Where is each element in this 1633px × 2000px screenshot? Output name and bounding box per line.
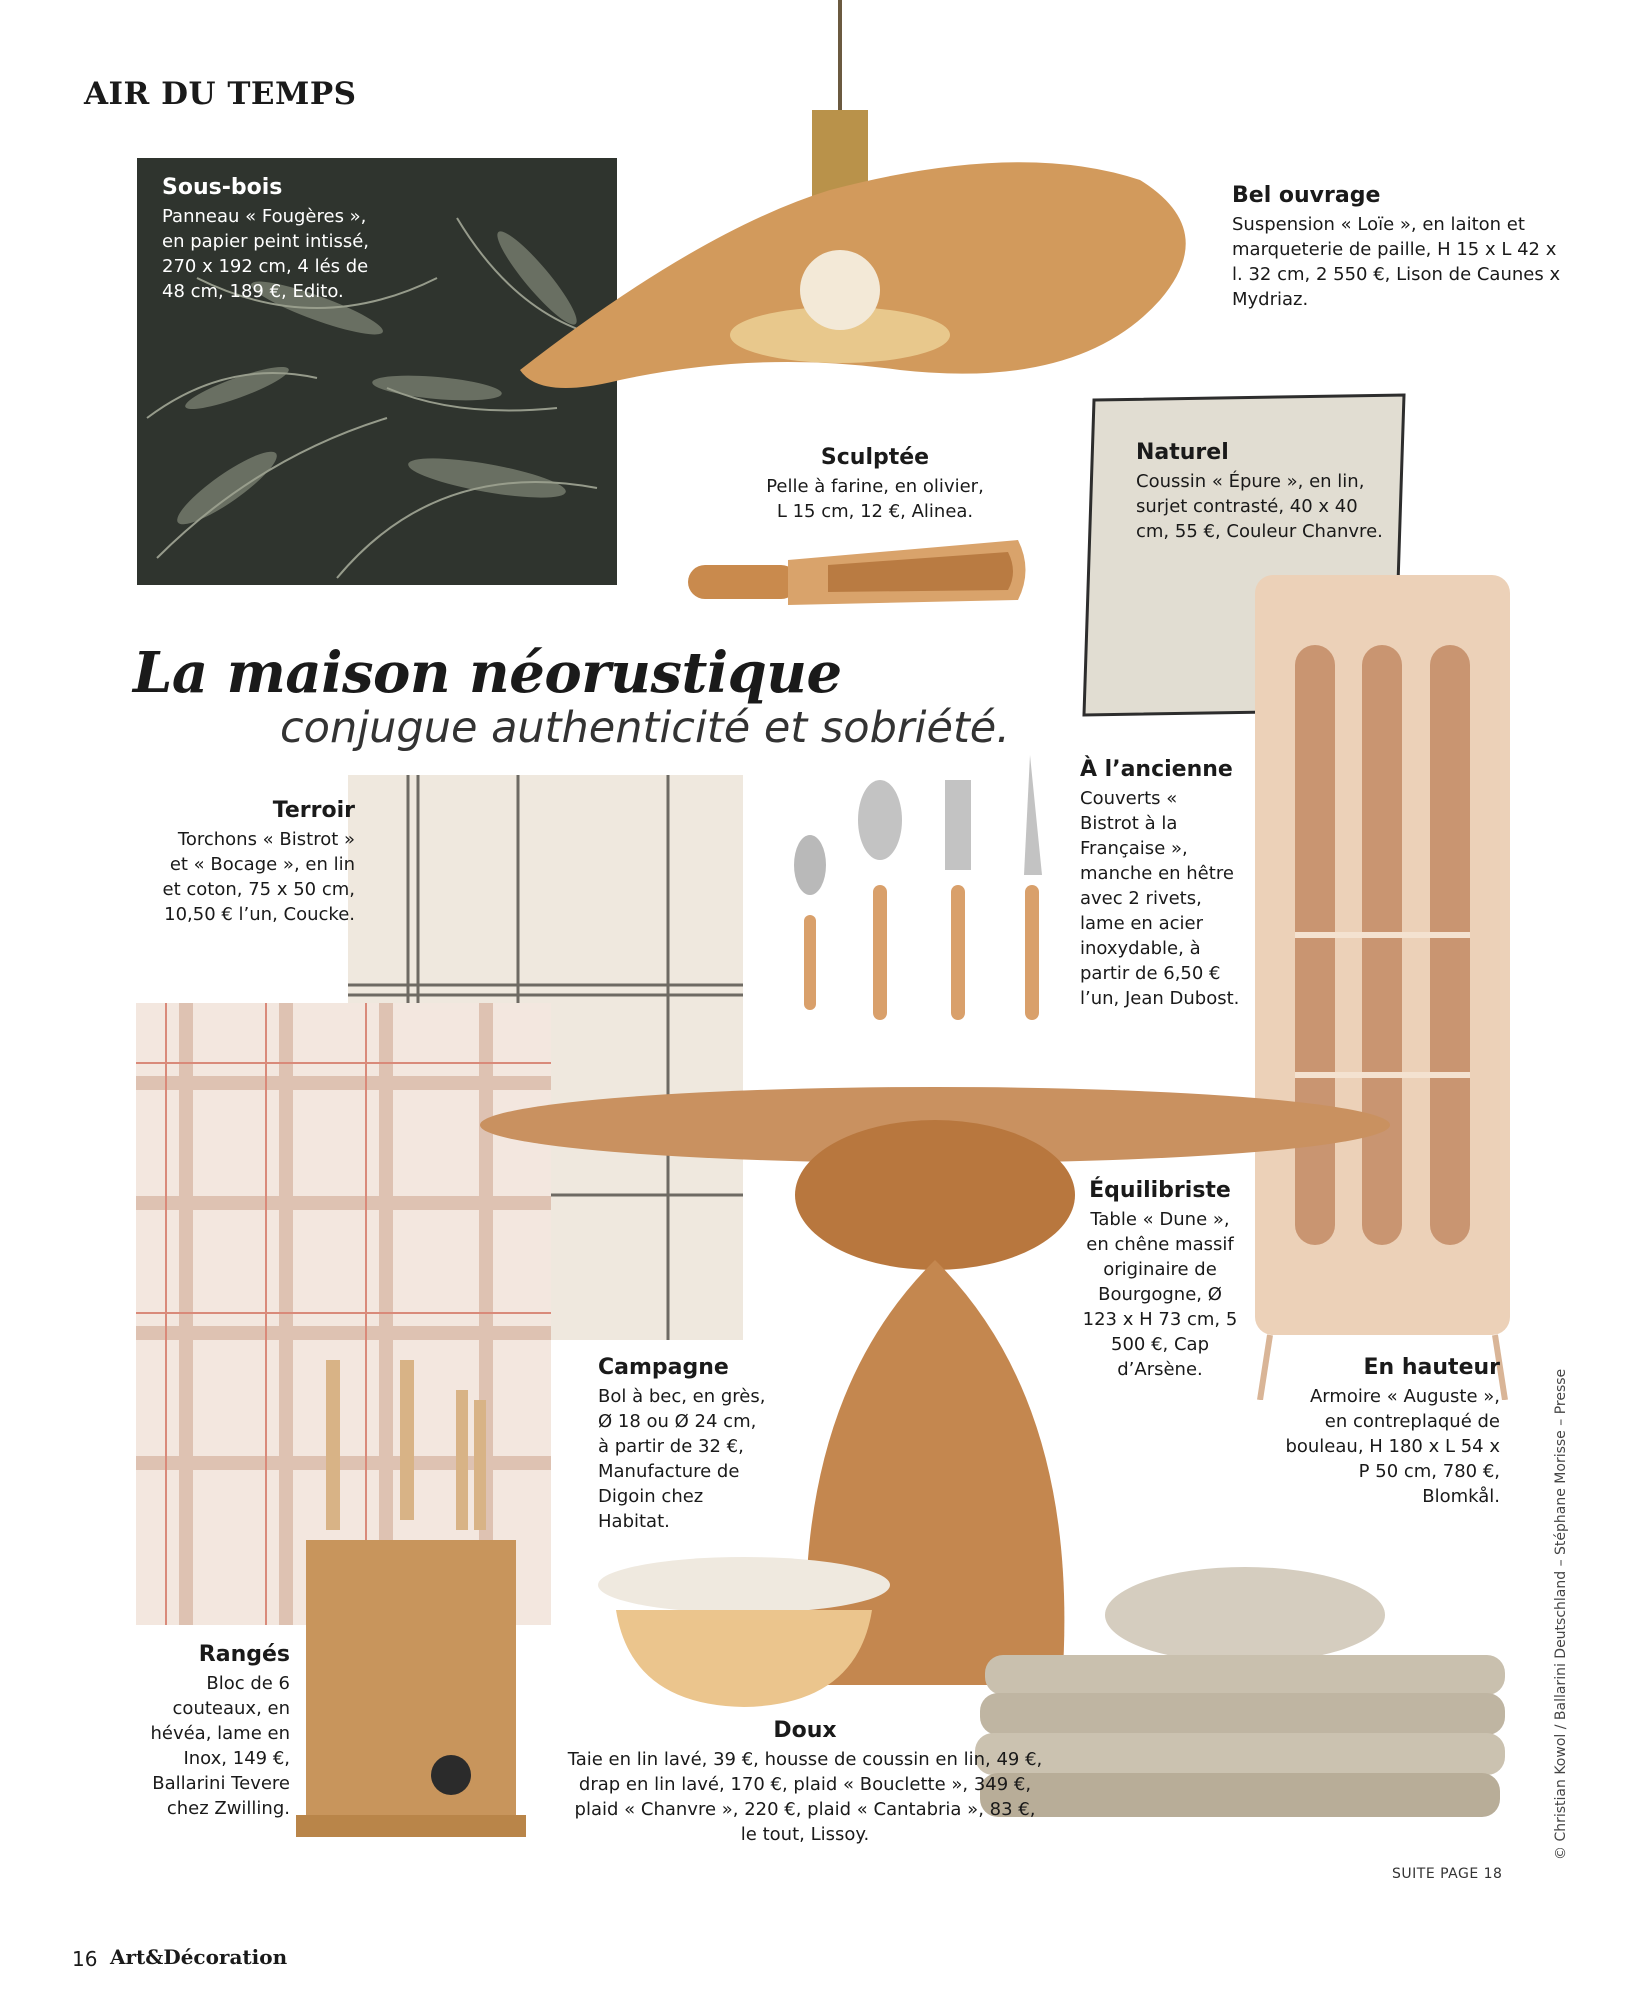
item-title: Campagne — [598, 1355, 729, 1380]
item-text: Bloc de 6 couteaux, en hévéa, lame en Inox, 149 €, Ballarini Tevere chez Zwilling. — [150, 1673, 290, 1819]
item-text: Suspension « Loïe », en laiton et marqueterie de paille, H 15 x L 42 x l. 32 cm, 2 550 €, Lison de Caunes x Mydriaz. — [1232, 214, 1561, 310]
item-hauteur — [1285, 1355, 1500, 1509]
page-number: 16 — [72, 1947, 98, 1971]
photo-credit-text: © Christian Kowol / Ballarini Deutschland – Stéphane Morisse – Presse — [1553, 1368, 1569, 1860]
item-title: En hauteur — [1363, 1355, 1500, 1380]
item-ranges — [120, 1642, 290, 1821]
cutlery-set-image — [780, 755, 1060, 1055]
linen-stack-image — [975, 1525, 1515, 1825]
item-text: Couverts « Bistrot à la Française », manche en hêtre avec 2 rivets, lame en acier inoxydable, à partir de 6,50 € l’un, Jean Dubost. — [1080, 788, 1240, 1009]
item-ancienne — [1080, 757, 1240, 1011]
item-text: Bol à bec, en grès, Ø 18 ou Ø 24 cm, à partir de 32 €, Manufacture de Digoin chez Habitat. — [598, 1386, 766, 1532]
item-text: Panneau « Fougères », en papier peint intissé, 270 x 192 cm, 4 lés de 48 cm, 189 €, Edito. — [162, 206, 369, 302]
item-title: Sous-bois — [162, 175, 283, 200]
item-campagne — [598, 1355, 768, 1534]
item-doux — [565, 1718, 1045, 1847]
item-text: Coussin « Épure », en lin, surjet contrasté, 40 x 40 cm, 55 €, Couleur Chanvre. — [1136, 471, 1383, 542]
item-sous-bois — [162, 175, 392, 304]
item-text: Armoire « Auguste », en contreplaqué de bouleau, H 180 x L 54 x P 50 cm, 780 €, Blomkål. — [1285, 1386, 1500, 1507]
item-sculptee — [760, 445, 990, 524]
item-title: Naturel — [1136, 440, 1229, 465]
item-title: Équilibriste — [1089, 1178, 1231, 1203]
flour-scoop-image — [688, 530, 1033, 630]
item-text: Pelle à farine, en olivier, L 15 cm, 12 €, Alinea. — [766, 476, 984, 522]
item-bel-ouvrage — [1232, 183, 1572, 312]
headline-title: La maison néorustique — [133, 640, 842, 706]
item-title: Doux — [773, 1718, 837, 1743]
item-text: Taie en lin lavé, 39 €, housse de coussin en lin, 49 €, drap en lin lavé, 170 €, plaid « Bouclette », 349 €, plaid « Chanvre », 220 €, plaid « Cantabria », 83 €, le tout, Lissoy. — [567, 1749, 1043, 1845]
suite-page-note: SUITE PAGE 18 — [1392, 1866, 1503, 1882]
item-title: À l’ancienne — [1080, 757, 1233, 782]
item-title: Terroir — [272, 798, 355, 823]
item-text: Table « Dune », en chêne massif originaire de Bourgogne, Ø 123 x H 73 cm, 5 500 €, Cap d’Arsène. — [1082, 1209, 1238, 1380]
item-title: Bel ouvrage — [1232, 183, 1381, 208]
stoneware-bowl-image — [596, 1555, 892, 1710]
item-naturel — [1136, 440, 1396, 544]
item-text: Torchons « Bistrot » et « Bocage », en lin et coton, 75 x 50 cm, 10,50 € l’un, Coucke. — [162, 829, 355, 925]
item-title: Sculptée — [820, 445, 930, 470]
item-title: Rangés — [198, 1642, 290, 1667]
knife-block-image — [296, 1360, 526, 1840]
photo-credit — [1553, 1368, 1573, 1860]
headline-subtitle: conjugue authenticité et sobriété. — [280, 703, 1010, 753]
magazine-brand: Art&Décoration — [110, 1945, 288, 1969]
pendant-lamp-image — [500, 0, 1230, 430]
rubric-title: AIR DU TEMPS — [84, 76, 357, 112]
item-terroir — [160, 798, 355, 927]
item-equilibriste — [1080, 1178, 1240, 1382]
